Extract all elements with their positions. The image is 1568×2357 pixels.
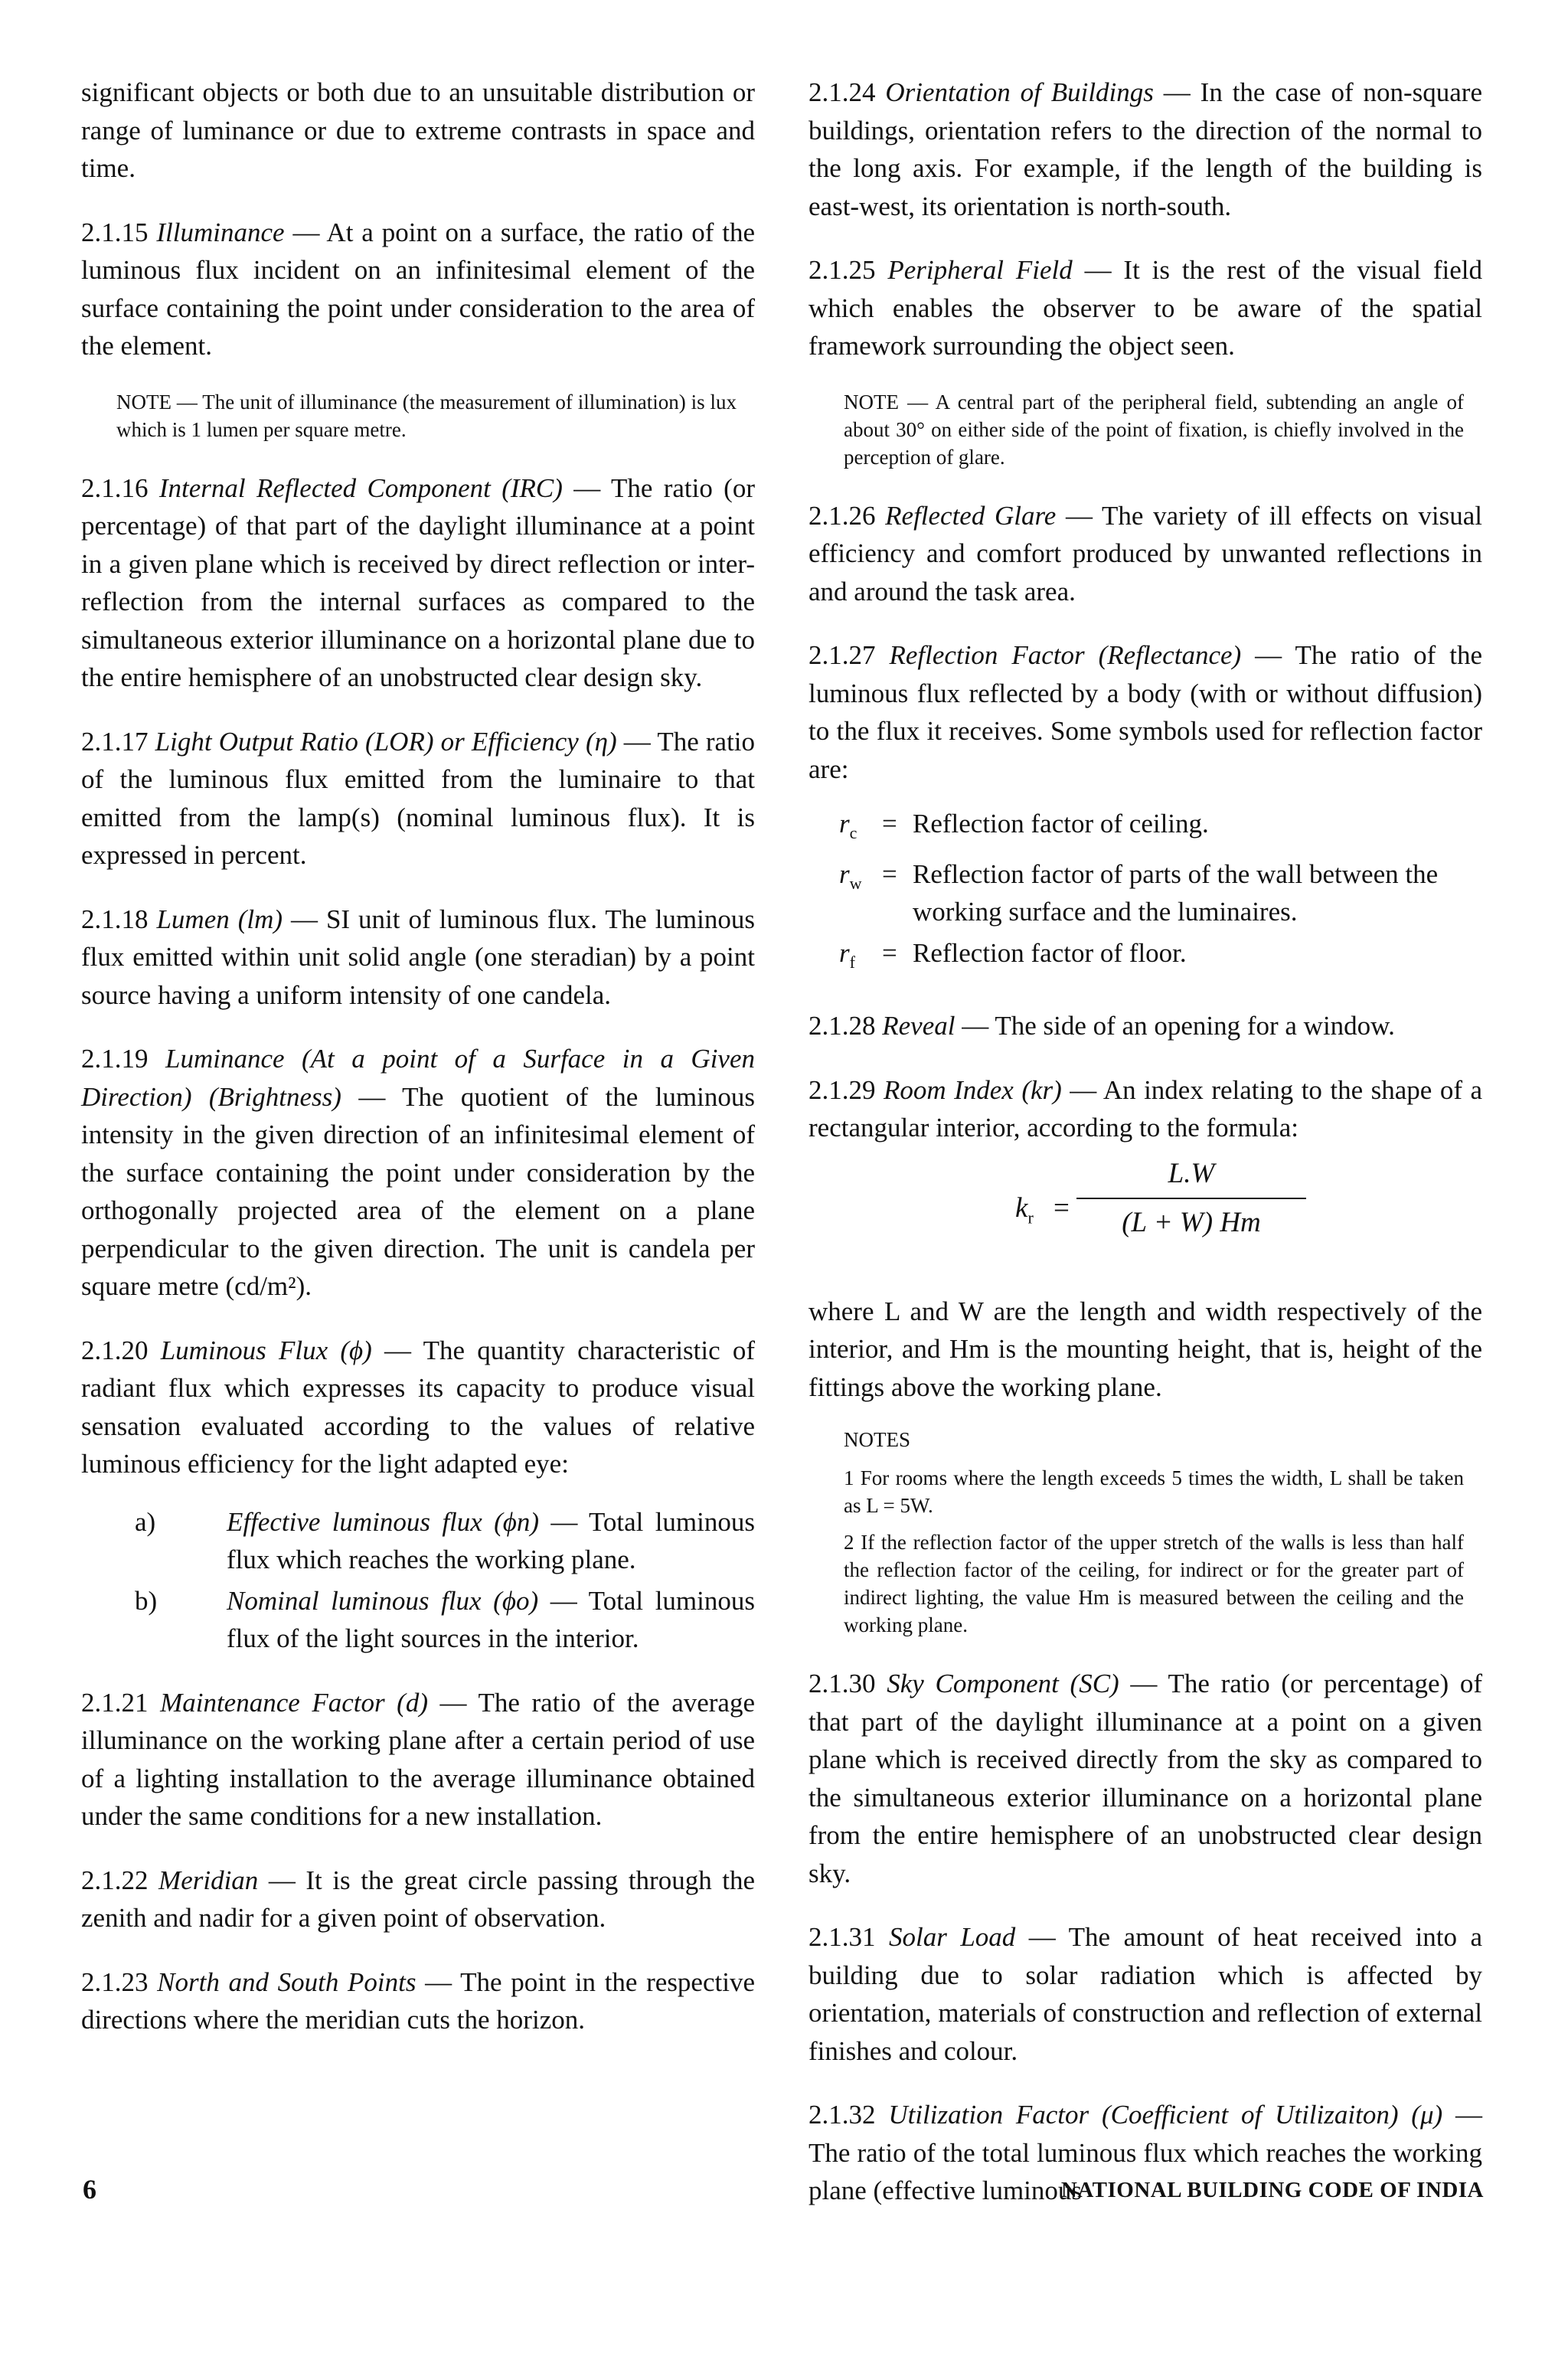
clause-2-1-29: [808, 1071, 1482, 1147]
clause-2-1-26: [808, 497, 1482, 611]
clause-text: — The quotient of the luminous intensity in the given direction of an infinitesimal element of the surface containing the point under consideration by the orthogonally projected area of the element on a plane perpendicular to the given direction. The unit is candela per square metre (cd/m²).: [81, 1081, 756, 1301]
symbol-letter: r: [839, 809, 850, 839]
clause-text: — The ratio (or percentage) of that part of the daylight illuminance at a point in a given plane which is received by direct reflection or inter-reflection from the internal surfaces as compared to the simultaneous exterior illuminance on a horizontal plane due to the entire hemisphere of an unobstructed clear design sky.: [81, 472, 755, 692]
clause-text: — SI unit of luminous flux. The luminous flux emitted within unit solid angle (one steradian) by a point source having a uniform intensity of one candela.: [81, 904, 755, 1010]
clause-number: 2.1.22: [81, 1865, 149, 1895]
clause-term: Reveal: [882, 1011, 956, 1041]
formula-lhs: [1015, 1192, 1034, 1228]
clause-2-1-28: [808, 1007, 1482, 1045]
clause-2-1-17: [81, 723, 755, 874]
symbol: [839, 805, 882, 852]
clause-text: — The amount of heat received into a building due to solar radiation which is affected by orientation, materials of construction and reflection of external finishes and colour.: [808, 1922, 1483, 2066]
notes-heading: NOTES: [844, 1428, 910, 1451]
list-item: [81, 1503, 755, 1579]
clause-text: — The ratio of the luminous flux emitted from the luminaire to that emitted from the lamp(s) (nominal luminous flux). It is expressed in percent.: [81, 726, 756, 870]
clause-text: — The ratio (or percentage) of that part of the daylight illuminance at a point on a given plane which is received directly from the sky as compared to the simultaneous exterior illuminance on a horizontal plane from the entire hemisphere of an unobstructed clear design sky.: [808, 1669, 1483, 1888]
clause-term: Sky Component (SC): [887, 1669, 1119, 1698]
symbol-definition: Reflection factor of ceiling.: [913, 809, 1209, 839]
clause-number: 2.1.29: [808, 1074, 876, 1105]
list-item-label: b): [135, 1585, 158, 1616]
clause-2-1-20: [81, 1332, 755, 1483]
symbol-subscript: c: [849, 823, 858, 842]
equals-sign: =: [882, 937, 897, 968]
left-column: [81, 74, 755, 2065]
clause-term: Lumen (lm): [156, 904, 283, 934]
clause-number: 2.1.27: [808, 640, 876, 670]
clause-text: — The point in the respective directions where the meridian cuts the horizon.: [81, 1966, 755, 2035]
clause-term: North and South Points: [157, 1966, 416, 1997]
symbol-letter: r: [839, 937, 850, 968]
clause-number: 2.1.30: [808, 1669, 876, 1698]
clause-number: 2.1.26: [808, 500, 876, 531]
clause-2-1-24: [808, 74, 1482, 225]
formula-numerator: L.W: [1168, 1157, 1215, 1189]
clause-term: Illuminance: [156, 217, 285, 247]
formula-explanation: where L and W are the length and width respectively of the interior, and Hm is the mounting height, that is, height of the fittings above the working plane.: [808, 1296, 1482, 1402]
clause-term: Internal Reflected Component (IRC): [158, 472, 563, 503]
clause-text: — The ratio of the total luminous flux which reaches the working plane (effective luminous: [808, 2100, 1482, 2205]
clause-2-1-16: [81, 469, 755, 697]
clause-number: 2.1.28: [808, 1011, 876, 1041]
clause-text: — The variety of ill effects on visual efficiency and comfort produced by unwanted reflections in and around the task area.: [808, 500, 1483, 606]
clause-2-1-18: [81, 901, 755, 1015]
equals-sign: =: [882, 809, 897, 839]
note-peripheral-field: NOTE — A central part of the peripheral field, subtending an angle of about 30° on either side of the point of fixation, is chiefly involved in the perception of glare.: [844, 390, 1464, 469]
symbol: [839, 934, 882, 982]
symbol-row: [839, 805, 1482, 852]
clause-number: 2.1.21: [81, 1687, 149, 1718]
clause-2-1-31: [808, 1918, 1482, 2070]
symbol: [839, 855, 882, 931]
note-illuminance: NOTE — The unit of illuminance (the measurement of illumination) is lux which is 1 lumen per square metre.: [116, 390, 737, 441]
clause-term: Peripheral Field: [887, 255, 1073, 285]
clause-text: — It is the rest of the visual field which enables the observer to be aware of the spatial framework surrounding the object seen.: [808, 255, 1482, 361]
clause-term: Reflected Glare: [885, 500, 1057, 531]
list-item-body: — Total luminous flux of the light sources in the interior.: [227, 1585, 755, 1653]
symbol-definition: Reflection factor of floor.: [913, 937, 1187, 968]
clause-term: Room Index (kr): [883, 1074, 1062, 1105]
clause-term: Solar Load: [889, 1922, 1016, 1952]
list-item-text: [227, 1503, 755, 1579]
equals-sign: =: [882, 858, 897, 889]
clause-text: — In the case of non-square buildings, orientation refers to the direction of the normal to the long axis. For example, if the length of the building is east-west, its orientation is north-south.: [808, 77, 1482, 221]
symbol-definition: Reflection factor of parts of the wall between the working surface and the luminaires.: [913, 858, 1439, 927]
formula-symbol: k: [1015, 1192, 1028, 1224]
list-item-label: a): [135, 1506, 156, 1537]
symbol-subscript: w: [849, 873, 862, 893]
clause-number: 2.1.16: [81, 472, 149, 503]
symbol-letter: r: [839, 858, 850, 889]
clause-number: 2.1.15: [81, 217, 149, 247]
clause-2-1-27: [808, 636, 1482, 788]
clause-2-1-22: [81, 1862, 755, 1937]
clause-2-1-21: [81, 1684, 755, 1836]
clause-text: — The quantity characteristic of radiant flux which expresses its capacity to produce visual sensation evaluated according to the values of relative luminous efficiency for the light adapted eye:: [81, 1335, 756, 1479]
luminous-flux-list: [81, 1503, 755, 1658]
clause-number: 2.1.31: [808, 1922, 876, 1952]
clause-term: Meridian: [158, 1865, 259, 1895]
clause-text: — The side of an opening for a window.: [955, 1011, 1395, 1041]
formula-fraction: [1076, 1155, 1306, 1242]
list-item: [81, 1582, 755, 1658]
clause-term: Luminous Flux (ϕ): [160, 1335, 372, 1365]
clause-term: Utilization Factor (Coefficient of Utilizaiton) (μ): [888, 2100, 1443, 2130]
clause-text: — At a point on a surface, the ratio of the luminous flux incident on an infinitesimal element of the surface containing the point under consideration to the area of the element.: [81, 217, 756, 361]
note-1: 1 For rooms where the length exceeds 5 times the width, L shall be taken as L = 5W.: [844, 1466, 1464, 1517]
fraction-bar: [1076, 1198, 1306, 1199]
clause-term: Light Output Ratio (LOR) or Efficiency (η): [155, 726, 617, 757]
clause-term: Maintenance Factor (d): [160, 1687, 428, 1718]
clause-number: 2.1.19: [81, 1044, 149, 1074]
symbol-subscript: f: [849, 952, 855, 972]
clause-number: 2.1.24: [808, 77, 876, 107]
formula-equals: =: [1054, 1192, 1070, 1224]
list-item-text: [227, 1582, 755, 1658]
clause-text: — The ratio of the average illuminance on the working plane after a certain period of use of a lighting installation to the average illuminance obtained under the same conditions for a new installation.: [81, 1687, 755, 1831]
list-item-term: Nominal luminous flux (ϕo): [227, 1585, 539, 1616]
clause-text: — An index relating to the shape of a rectangular interior, according to the formula:: [808, 1074, 1482, 1143]
clause-2-1-25: [808, 251, 1482, 365]
formula-subscript: r: [1027, 1207, 1034, 1227]
symbol-row: [839, 934, 1482, 982]
note-2: 2 If the reflection factor of the upper stretch of the walls is less than half the reflection factor of the ceiling, for indirect or for the greater part of indirect lighting, the value Hm is measured between the ceiling and the working plane.: [844, 1531, 1464, 1636]
clause-2-1-15: [81, 214, 755, 365]
clause-number: 2.1.25: [808, 255, 876, 285]
clause-text: — The ratio of the luminous flux reflected by a body (with or without diffusion) to the flux it receives. Some symbols used for reflection factor are:: [808, 640, 1482, 784]
clause-2-1-23: [81, 1963, 755, 2039]
list-item-term: Effective luminous flux (ϕn): [227, 1506, 540, 1537]
clause-number: 2.1.32: [808, 2100, 876, 2130]
symbol-row: [839, 855, 1482, 931]
page-number: 6: [83, 2174, 96, 2205]
room-index-formula: [808, 1155, 1482, 1270]
clause-2-1-30: [808, 1665, 1482, 1892]
footer-title: NATIONAL BUILDING CODE OF INDIA: [1060, 2178, 1484, 2202]
intro-paragraph: significant objects or both due to an unsuitable distribution or range of luminance or due to extreme contrasts in space and time.: [81, 77, 755, 183]
formula-denominator: (L + W) Hm: [1122, 1206, 1261, 1238]
clause-number: 2.1.23: [81, 1966, 149, 1997]
clause-number: 2.1.18: [81, 904, 149, 934]
clause-number: 2.1.20: [81, 1335, 149, 1365]
clause-number: 2.1.17: [81, 726, 149, 757]
list-item-body: — Total luminous flux which reaches the working plane.: [227, 1506, 755, 1574]
clause-text: — It is the great circle passing through the zenith and nadir for a given point of observation.: [81, 1865, 755, 1933]
reflection-symbols: [839, 805, 1482, 981]
clause-term: Reflection Factor (Reflectance): [889, 640, 1242, 670]
right-column: [808, 74, 1482, 2236]
clause-term: Luminance (At a point of a Surface in a Given Direction) (Brightness): [81, 1044, 755, 1112]
clause-2-1-19: [81, 1040, 755, 1306]
clause-term: Orientation of Buildings: [885, 77, 1154, 107]
